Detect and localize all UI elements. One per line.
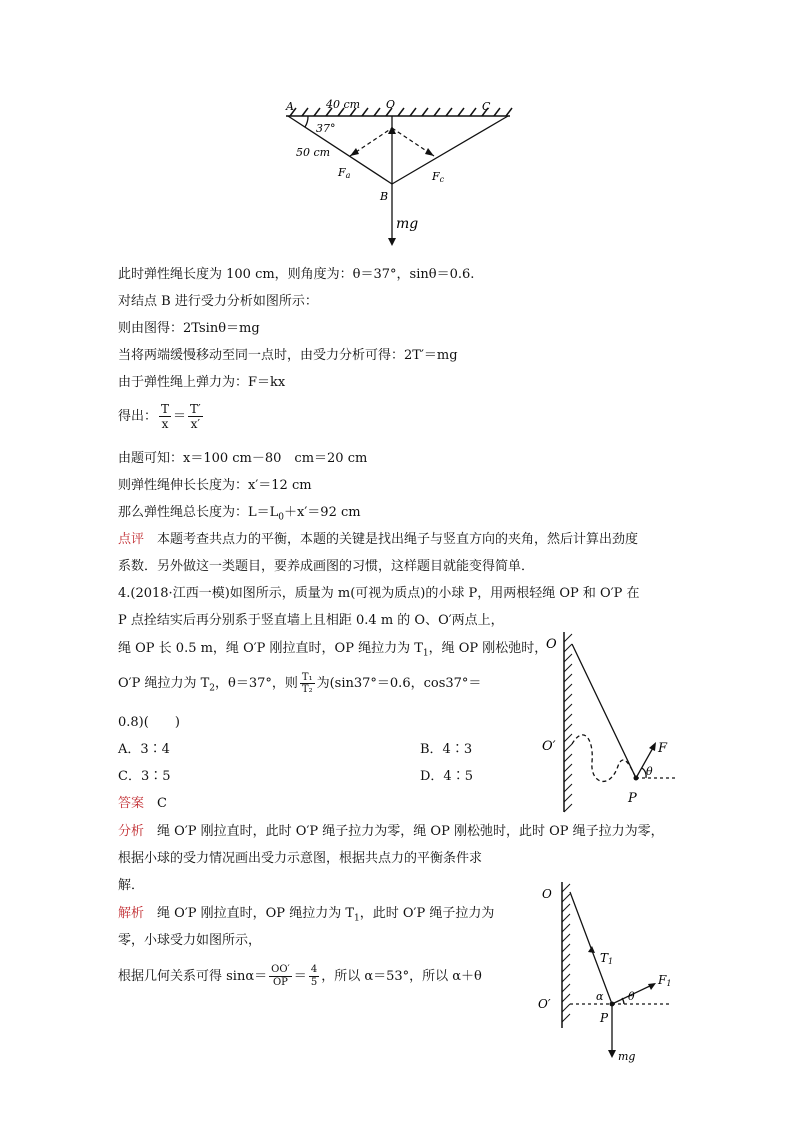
force-diagram-1 (276, 92, 516, 252)
text-line-8: 则弹性绳伸长长度为：x′＝12 cm (118, 478, 312, 493)
solution-line-3: 根据几何关系可得 sinα＝ $\frac{OO'}{OP}$ ＝ $\frac{4}{5}$ ，所以 α＝53°，所以 α＋θ (118, 964, 482, 988)
solution-line-1: 解析 绳 O′P 刚拉直时，OP 绳拉力为 $T_1$，此时 O′P 绳子拉力为 (118, 906, 495, 924)
option-b: B．4∶3 (420, 742, 473, 757)
analysis-line-3: 解． (118, 878, 145, 893)
label-o: O (386, 98, 396, 111)
option-c: C．3∶5 (118, 769, 171, 784)
question-4-line-3: 绳 OP 长 0.5 m，绳 O′P 刚拉直时，OP 绳拉力为 $T_1$，绳 OP 刚松弛时， (118, 641, 548, 659)
analysis-label: 分析 (118, 824, 145, 839)
text-line-9: 那么弹性绳总长度为：$L=L_0+x'=92$ cm (118, 505, 361, 523)
force-diagram-2 (538, 620, 684, 816)
label-a: A (286, 100, 294, 113)
review-line-2: 系数．另外做这一类题目，要养成画图的习惯，这样题目就能变得简单． (118, 559, 535, 574)
label-f: F (658, 741, 668, 756)
text-line-6: 得出： $\frac{T}{x}$ ＝ $\frac{T'}{x'}$ (118, 402, 201, 431)
svg-text:Fa: Fa (338, 166, 351, 180)
answer-label: 答案 (118, 796, 145, 811)
svg-text:F1: F1 (658, 973, 672, 988)
label-o: O (542, 887, 552, 901)
label-len-ao: 40 cm (326, 98, 361, 111)
label-alpha: α (596, 990, 604, 1003)
label-fa: F (338, 166, 346, 179)
label-t1: T (600, 951, 609, 965)
label-o: O (546, 637, 557, 652)
review-line-1: 点评 本题考查共点力的平衡，本题的关键是找出绳子与竖直方向的夹角，然后计算出劲度 (118, 532, 639, 547)
question-4-line-4: O′P 绳拉力为 $T_2$，θ＝37°，则 $\frac{\text{T₁}}{\text{T₂}}$ 为(sin37°＝0.6，cos37°＝ (118, 672, 482, 695)
review-label: 点评 (118, 532, 145, 547)
label-mg: mg (396, 216, 419, 232)
text-line-7: 由题可知：x＝100 cm－80 cm＝20 cm (118, 451, 368, 466)
label-o-prime: O′ (542, 739, 556, 754)
svg-text:T1: T1 (600, 951, 614, 966)
label-mg: mg (618, 1050, 636, 1063)
label-p: P (628, 791, 637, 806)
text-line-3: 则由图得：2Tsinθ＝mg (118, 321, 260, 336)
label-theta: θ (646, 765, 653, 778)
text-line-4: 当将两端缓慢移动至同一点时，由受力分析可得：2T′＝mg (118, 348, 458, 363)
label-f1: F (658, 973, 667, 987)
svg-text:Fc: Fc (432, 170, 445, 184)
question-4-line-5: 0.8)( ) (118, 715, 180, 730)
label-angle: 37° (316, 122, 336, 135)
label-o-prime: O′ (538, 997, 551, 1011)
analysis-line-2: 根据小球的受力情况画出受力示意图，根据共点力的平衡条件求 (118, 851, 483, 866)
label-theta: θ (628, 990, 635, 1003)
analysis-line-1: 分析 绳 O′P 刚拉直时，此时 O′P 绳子拉力为零，绳 OP 刚松弛时，此时 OP 绳子拉力为零， (118, 824, 664, 839)
label-b: B (380, 190, 389, 203)
text-line-2: 对结点 B 进行受力分析如图所示： (118, 294, 318, 309)
text-line-1: 此时弹性绳长度为 100 cm，则角度为：θ＝37°，sinθ＝0.6. (118, 267, 475, 282)
option-a: A．3∶4 (118, 742, 170, 757)
answer-line (118, 795, 167, 813)
force-diagram-3 (536, 876, 682, 1066)
answer-value: C (157, 796, 167, 811)
label-len-ab: 50 cm (296, 146, 331, 159)
label-c: C (482, 100, 491, 113)
option-d: D．4∶5 (420, 769, 473, 784)
label-p: P (600, 1011, 609, 1025)
label-fc: F (432, 170, 440, 183)
question-4-line-2: P 点拴结实后再分别系于竖直墙上且相距 0.4 m 的 O、O′两点上， (118, 613, 504, 628)
text-line-5: 由于弹性绳上弹力为：F＝kx (118, 375, 286, 390)
solution-line-2: 零，小球受力如图所示， (118, 933, 262, 948)
solution-label: 解析 (118, 906, 145, 921)
question-4-line-1: 4.(2018·江西一模)如图所示，质量为 m(可视为质点)的小球 P，用两根轻绳 OP 和 O′P 在 (118, 586, 640, 601)
